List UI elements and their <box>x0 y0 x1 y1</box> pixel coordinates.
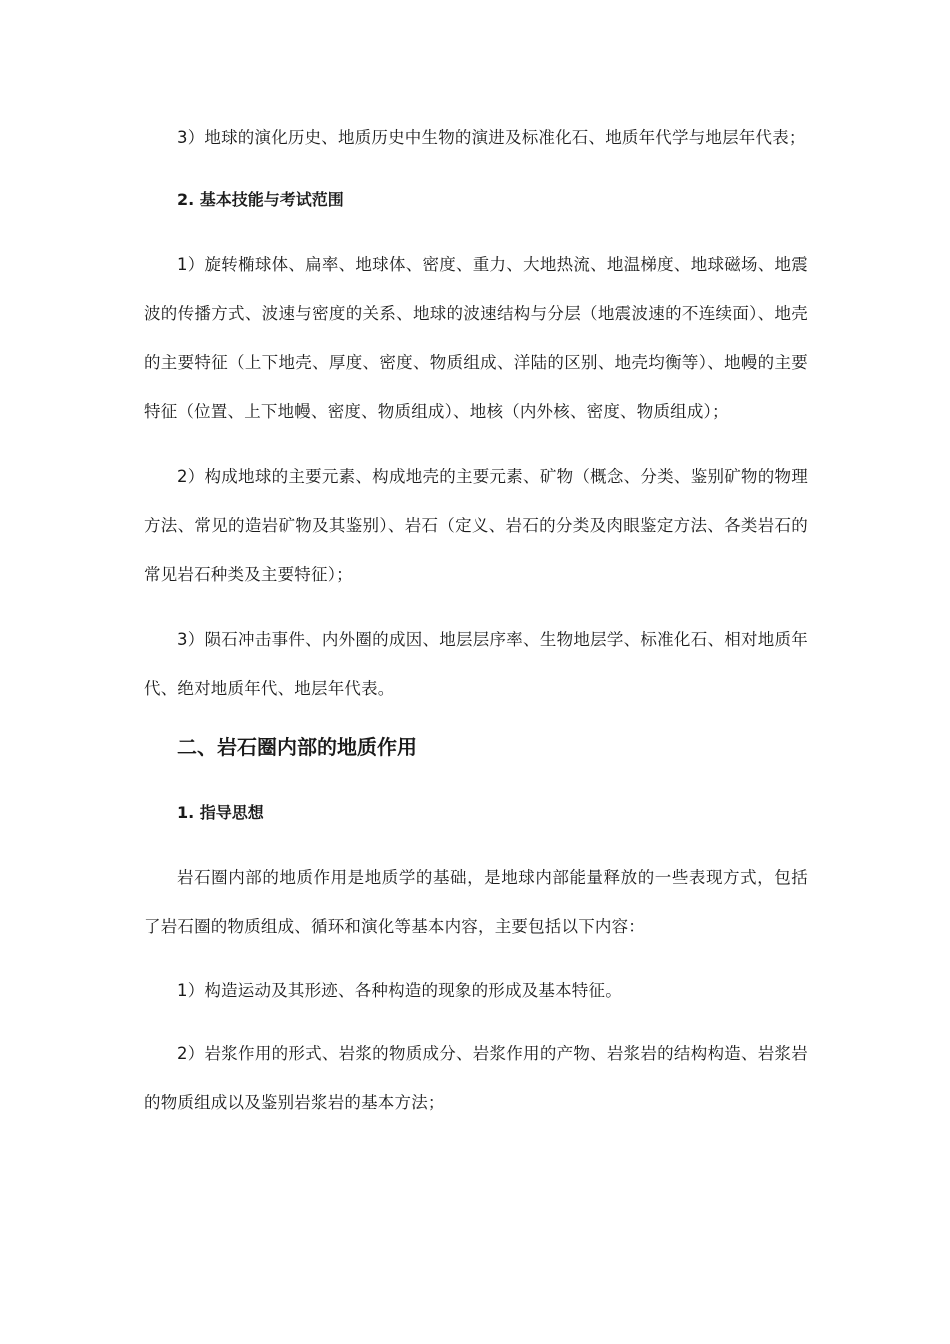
paragraph-skill-2: 2）构成地球的主要元素、构成地壳的主要元素、矿物（概念、分类、鉴别矿物的物理方法、常见的造岩矿物及其鉴别）、岩石（定义、岩石的分类及肉眼鉴定方法、各类岩石的常见岩石种类及主要特征）； <box>144 467 808 584</box>
paragraph-intro: 岩石圈内部的地质作用是地质学的基础，是地球内部能量释放的一些表现方式，包括了岩石圈的物质组成、循环和演化等基本内容，主要包括以下内容： <box>144 868 808 936</box>
section-title-lithosphere: 二、岩石圈内部的地质作用 <box>177 735 417 759</box>
paragraph-skill-3: 3）陨石冲击事件、内外圈的成因、地层层序率、生物地层学、标准化石、相对地质年代、绝对地质年代、地层年代表。 <box>144 630 808 698</box>
paragraph-content-1: 1）构造运动及其形迹、各种构造的现象的形成及基本特征。 <box>177 981 622 1000</box>
paragraph-skill-1: 1）旋转椭球体、扁率、地球体、密度、重力、大地热流、地温梯度、地球磁场、地震波的传播方式、波速与密度的关系、地球的波速结构与分层（地震波速的不连续面）、地壳的主要特征（上下地壳、厚度、密度、物质组成、洋陆的区别、地壳均衡等）、地幔的主要特征（位置、上下地幔、密度、物质组成）、地核（内外核、密度、物质组成）； <box>144 255 808 421</box>
heading-guiding-ideas: 1. 指导思想 <box>177 803 264 822</box>
paragraph-earth-evolution: 3）地球的演化历史、地质历史中生物的演进及标准化石、地质年代学与地层年代表； <box>177 128 806 147</box>
heading-basic-skills: 2. 基本技能与考试范围 <box>177 190 344 209</box>
paragraph-content-2: 2）岩浆作用的形式、岩浆的物质成分、岩浆作用的产物、岩浆岩的结构构造、岩浆岩的物质组成以及鉴别岩浆岩的基本方法； <box>144 1044 808 1112</box>
